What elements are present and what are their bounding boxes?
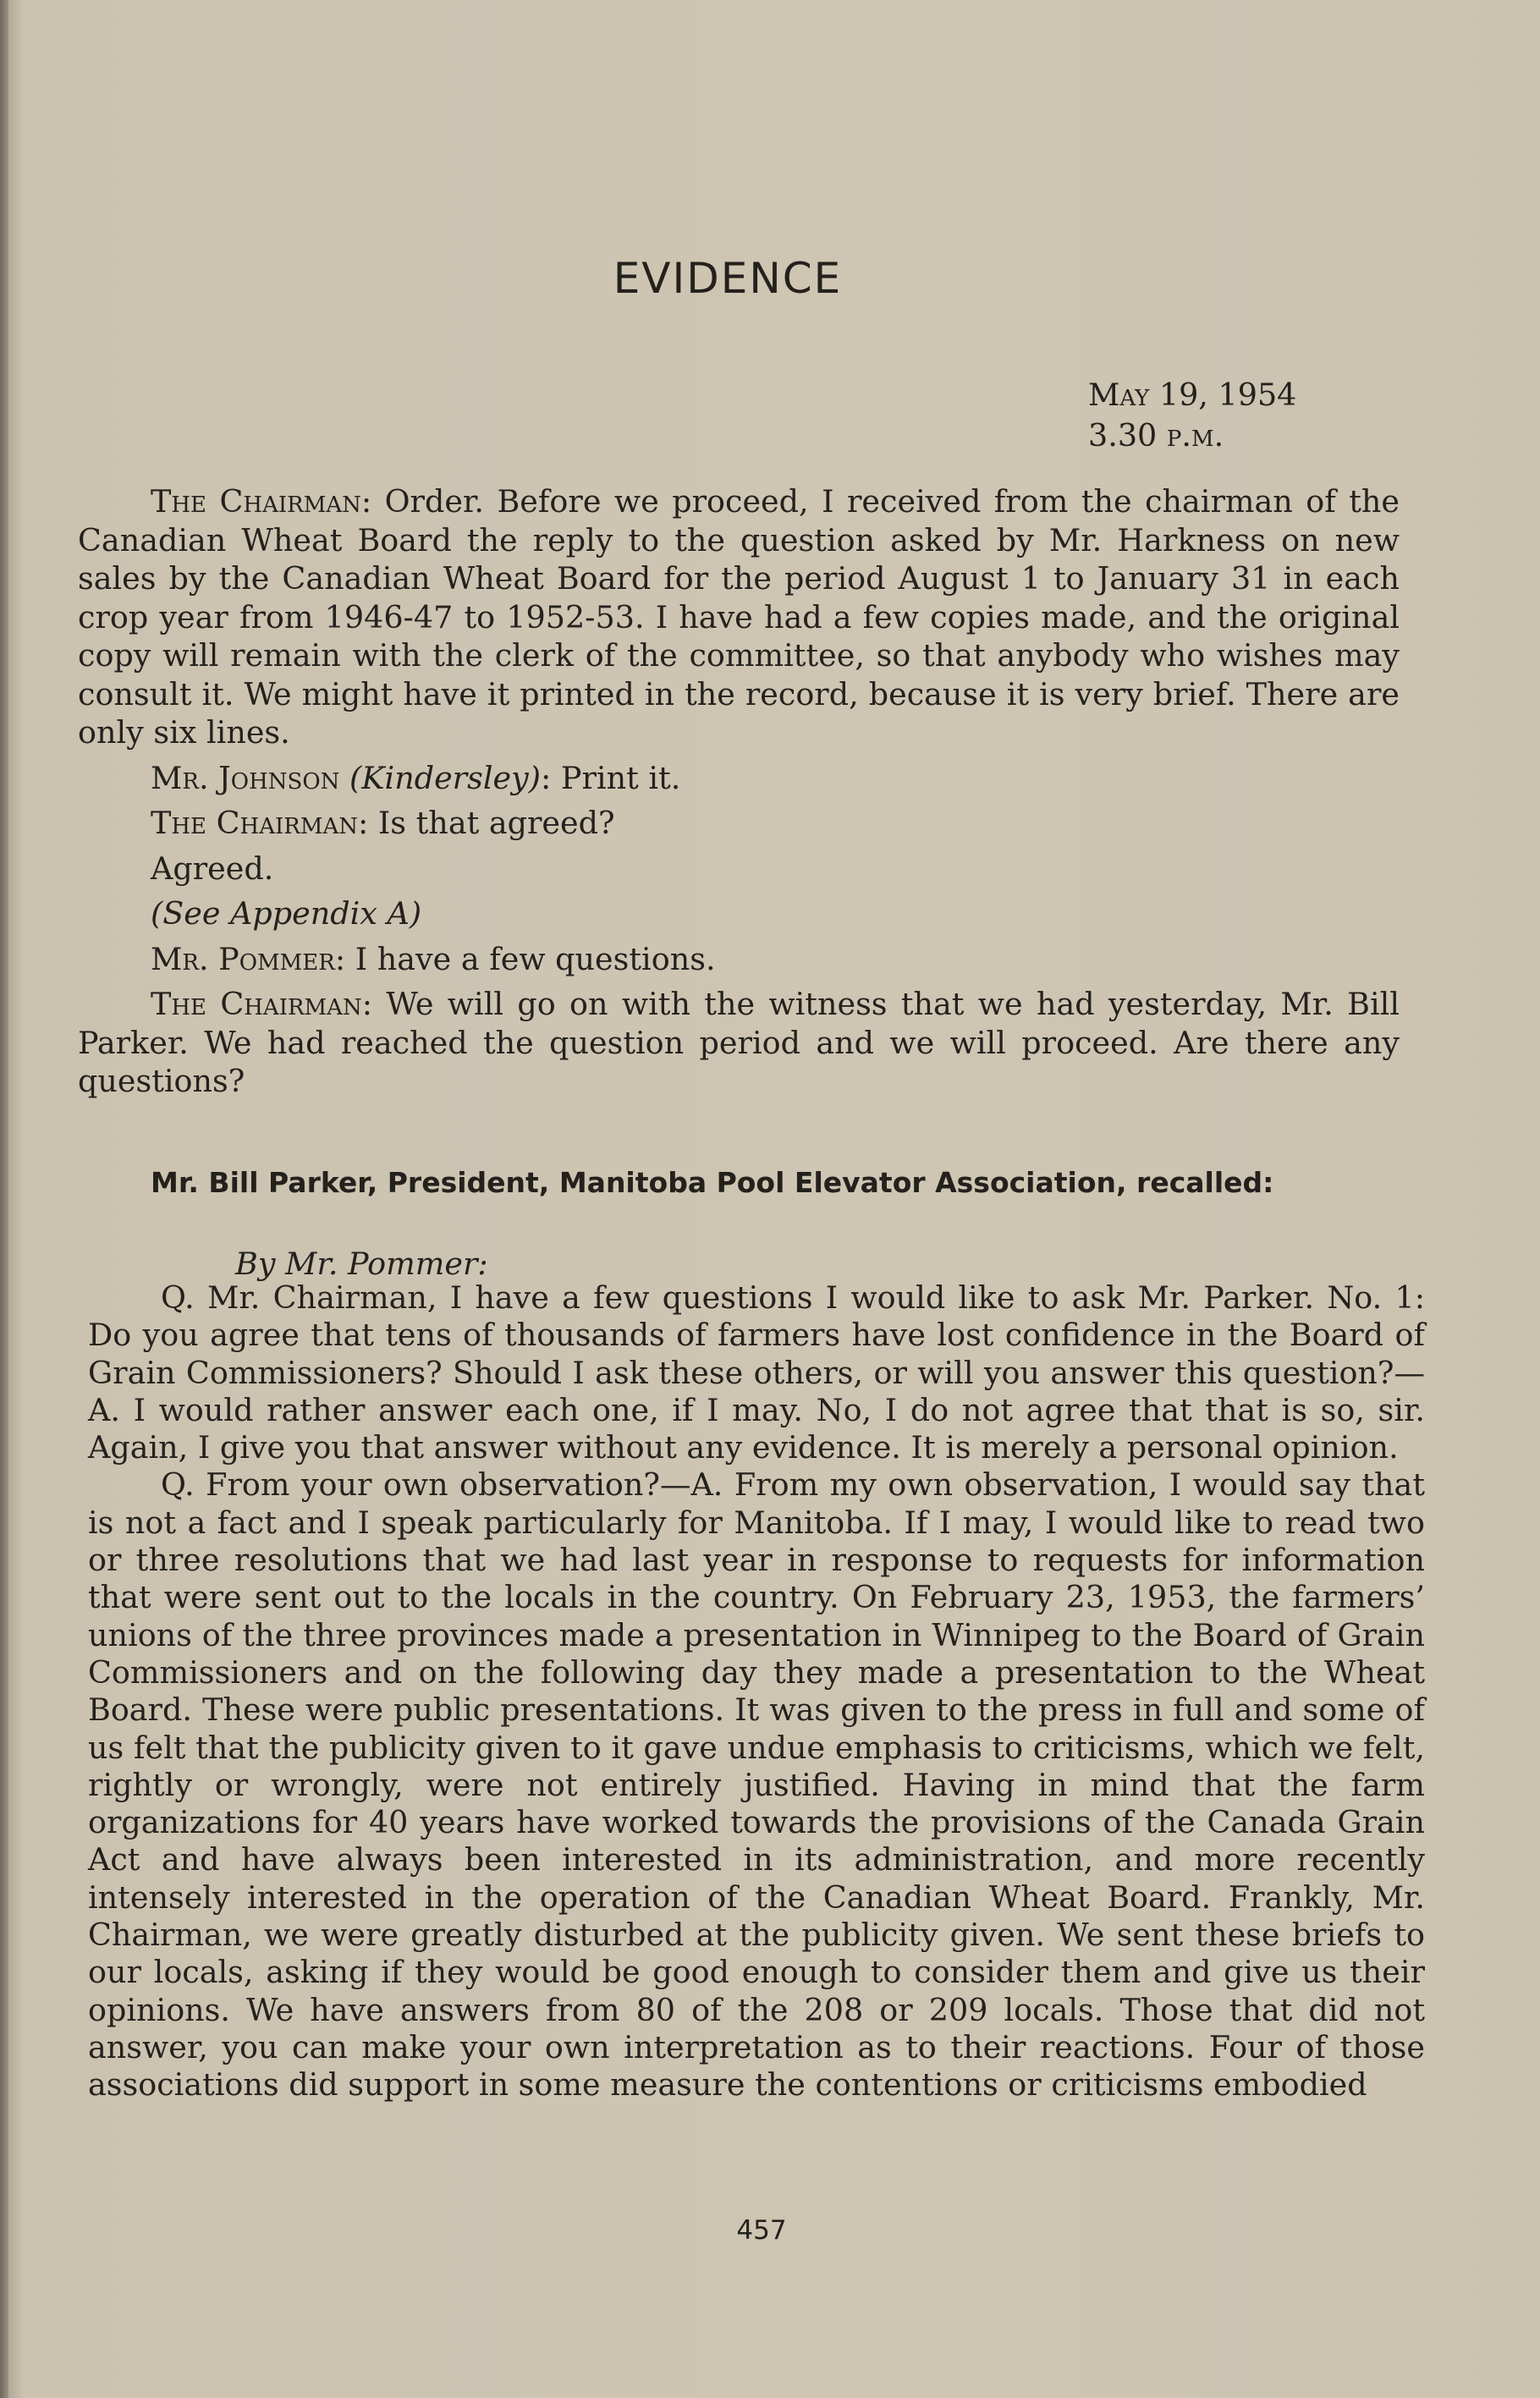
chairman-question-text: Is that agreed? [377,805,615,841]
opening-section [78,482,1400,1101]
appendix-note: (See Appendix A) [151,895,422,932]
book-spine-shadow [0,0,8,2398]
speaker: The Chairman [151,483,361,520]
agreed-line: Agreed. [151,850,274,887]
page-number: 457 [736,2215,787,2246]
constituency: (Kindersley) [349,759,541,796]
speaker: The Chairman [151,986,362,1022]
johnson-line: Mr. Johnson (Kindersley): Print it. [151,759,681,796]
qa-section [88,1279,1425,2104]
date-block [1088,375,1296,456]
qa-paragraph-1: Q. Mr. Chairman, I have a few questions I would like to ask Mr. Parker. No. 1: Do you agree that tens of thousands of farmers have lost confidence in the Board of Grain Commissioners? Should I ask these others, or will you answer this question?—A. I would rather answer each one, if I may. No, I do not agree that that is so, sir. Again, I give you that answer without any evidence. It is merely a personal opinion. [88,1279,1425,1466]
date-day: May 19, 1954 [1088,377,1297,413]
date-time: 3.30 p.m. [1088,417,1224,454]
speaker: Mr. Pommer [151,940,335,977]
speaker: The Chairman [151,805,358,841]
pommer-text: I have a few questions. [355,940,716,977]
pommer-line: Mr. Pommer: I have a few questions. [151,940,716,977]
page-title: EVIDENCE [613,254,843,303]
chairman-proceed-paragraph: The Chairman: We will go on with the witness that we had yesterday, Mr. Bill Parker. We had reached the question period and we will proceed. Are there any questions? [78,986,1400,1099]
witness-heading: Mr. Bill Parker, President, Manitoba Pool Elevator Association, recalled: [151,1166,1274,1199]
opening-paragraph: The Chairman: Order. Before we proceed, I received from the chairman of the Canadian Wheat Board the reply to the question asked by Mr. Harkness on new sales by the Canadian Wheat Board for the period August 1 to January 31 in each crop year from 1946-47 to 1952-53. I have had a few copies made, and the original copy will remain with the clerk of the committee, so that anybody who wishes may consult it. We might have it printed in the record, because it is very brief. There are only six lines. [78,483,1400,751]
qa-paragraph-2: Q. From your own observation?—A. From my own observation, I would say that is not a fact and I speak particularly for Manitoba. If I may, I would like to read two or three resolutions that we had last year in response to requests for information that were sent out to the locals in the country. On February 23, 1953, the farmers’ unions of the three provinces made a presentation in Winnipeg to the Board of Grain Commissioners and on the following day they made a presentation to the Wheat Board. These were public presentations. It was given to the press in full and some of us felt that the publicity given to it gave undue emphasis to criticisms, which we felt, rightly or wrongly, were not entirely justified. Having in mind that the farm organizations for 40 years have worked towards the provisions of the Canada Grain Act and have always been interested in its administration, and more recently intensely interested in the operation of the Canadian Wheat Board. Frankly, Mr. Chairman, we were greatly disturbed at the publicity given. We sent these briefs to our locals, asking if they would be good enough to consider them and give us their opinions. We have answers from 80 of the 208 or 209 locals. Those that did not answer, you can make your own interpretation as to their reactions. Four of those associations did support in some measure the contentions or criticisms embodied [88,1466,1425,2104]
chairman-question-line: The Chairman: Is that agreed? [151,805,615,841]
by-line: By Mr. Pommer: [235,1246,488,1282]
johnson-text: Print it. [560,759,681,796]
speaker: Mr. Johnson [151,759,340,796]
chairman-proceed-text: We will go on with the witness that we had yesterday, Mr. Bill Parker. We had reached the question period and we will proceed. Are there any questions? [78,986,1400,1099]
opening-text: Order. Before we proceed, I received from the chairman of the Canadian Wheat Board the reply to the question asked by Mr. Harkness on new sales by the Canadian Wheat Board for the period August 1 to January 31 in each crop year from 1946-47 to 1952-53. I have had a few copies made, and the original copy will remain with the clerk of the committee, so that anybody who wishes may consult it. We might have it printed in the record, because it is very brief. There are only six lines. [78,483,1400,751]
